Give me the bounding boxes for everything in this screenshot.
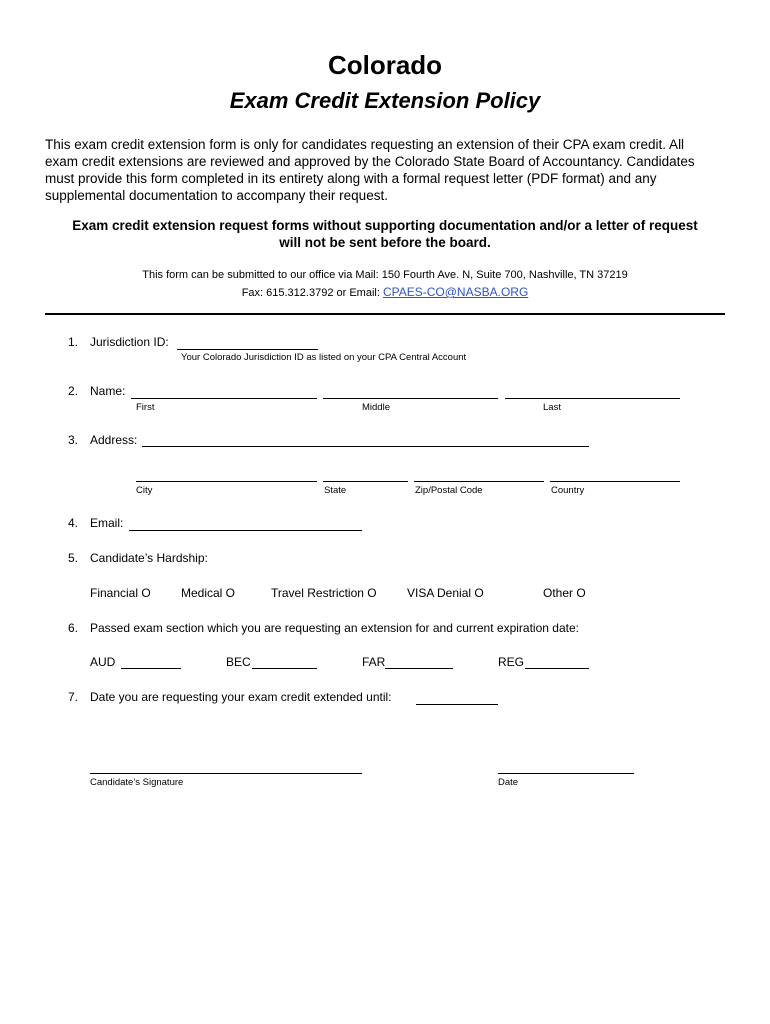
hardship-financial-option[interactable]: Financial O <box>90 586 151 600</box>
hardship-medical-option[interactable]: Medical O <box>181 586 236 600</box>
zip-field[interactable] <box>414 481 544 482</box>
q4-label: Email: <box>90 516 124 530</box>
q3-label: Address: <box>90 433 138 447</box>
bec-date-field[interactable] <box>252 668 317 669</box>
street-address-field[interactable] <box>142 446 589 447</box>
country-caption: Country <box>551 485 585 496</box>
q1-number: 1. <box>68 335 79 349</box>
hardship-other-option[interactable]: Other O <box>543 586 586 600</box>
first-name-caption: First <box>136 402 155 413</box>
q3-number: 3. <box>68 433 79 447</box>
intro-line: exam credit extensions are reviewed and approved by the Colorado State Board of Accountancy. Candidates <box>45 154 695 169</box>
state-field[interactable] <box>323 481 408 482</box>
signature-caption: Candidate’s Signature <box>90 777 184 788</box>
first-name-field[interactable] <box>131 398 317 399</box>
contact-mail: This form can be submitted to our office via Mail: 150 Fourth Ave. N, Suite 700, Nashville, TN 37219 <box>142 269 628 281</box>
signature-date-caption: Date <box>498 777 519 788</box>
warning-line-1: Exam credit extension request forms without supporting documentation and/or a letter of request <box>72 218 698 233</box>
email-field[interactable] <box>129 530 362 531</box>
email-link[interactable]: CPAES-CO@NASBA.ORG <box>382 285 529 299</box>
q4-number: 4. <box>68 516 79 530</box>
far-date-field[interactable] <box>385 668 453 669</box>
intro-paragraph <box>45 136 735 204</box>
q2-label: Name: <box>90 384 126 398</box>
state-caption: State <box>324 485 347 496</box>
reg-date-field[interactable] <box>525 668 589 669</box>
intro-line: must provide this form completed in its entirety along with a formal request letter (PDF format) and any <box>45 171 657 186</box>
q7-number: 7. <box>68 690 79 704</box>
q6-number: 6. <box>68 621 79 635</box>
middle-name-caption: Middle <box>362 402 390 413</box>
last-name-caption: Last <box>543 402 561 413</box>
section-reg-label: REG <box>498 655 525 669</box>
middle-name-field[interactable] <box>323 398 498 399</box>
jurisdiction-id-field[interactable] <box>177 349 318 350</box>
section-divider <box>45 313 725 315</box>
intro-line: supplemental documentation to accompany their request. <box>45 188 388 203</box>
aud-date-field[interactable] <box>121 668 181 669</box>
intro-line: This exam credit extension form is only for candidates requesting an extension of their CPA exam credit. All <box>45 137 685 152</box>
signature-field[interactable] <box>90 773 362 774</box>
q7-label: Date you are requesting your exam credit extended until: <box>90 690 392 704</box>
city-caption: City <box>136 485 153 496</box>
extension-date-field[interactable] <box>416 704 498 705</box>
page-title: Colorado <box>327 50 443 80</box>
section-aud-label: AUD <box>90 655 116 669</box>
country-field[interactable] <box>550 481 680 482</box>
hardship-visa-option[interactable]: VISA Denial O <box>407 586 484 600</box>
contact-fax: Fax: 615.312.3792 or Email: <box>241 287 383 299</box>
hardship-travel-option[interactable]: Travel Restriction O <box>271 586 377 600</box>
section-far-label: FAR <box>362 655 386 669</box>
q6-label: Passed exam section which you are requesting an extension for and current expiration date: <box>90 621 579 635</box>
city-field[interactable] <box>136 481 317 482</box>
q2-number: 2. <box>68 384 79 398</box>
q5-number: 5. <box>68 551 79 565</box>
last-name-field[interactable] <box>505 398 680 399</box>
contact-info <box>0 267 770 302</box>
q1-label: Jurisdiction ID: <box>90 335 169 349</box>
signature-date-field[interactable] <box>498 773 634 774</box>
q1-hint: Your Colorado Jurisdiction ID as listed on your CPA Central Account <box>181 352 467 363</box>
page-subtitle: Exam Credit Extension Policy <box>229 88 541 113</box>
warning-notice <box>45 217 725 251</box>
q5-label: Candidate’s Hardship: <box>90 551 208 565</box>
section-bec-label: BEC <box>226 655 251 669</box>
zip-caption: Zip/Postal Code <box>415 485 483 496</box>
warning-line-2: will not be sent before the board. <box>279 235 491 250</box>
